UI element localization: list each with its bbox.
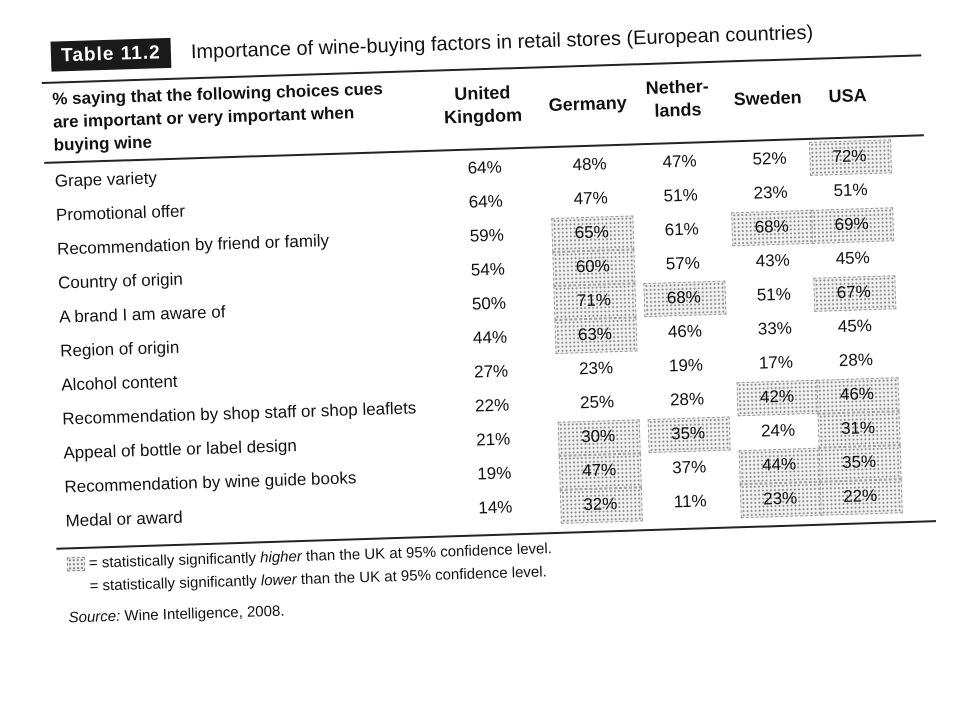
table-cell	[553, 256, 634, 279]
table-cell	[740, 488, 821, 511]
legend-lower-prefix: = statistically significantly	[89, 572, 262, 595]
row-label: Recommendation by friend or family	[56, 231, 330, 259]
legend-lower-word: lower	[260, 571, 297, 590]
cell-value: 44%	[472, 327, 508, 348]
cell-value: 71%	[576, 290, 612, 311]
cell-value: 65%	[574, 222, 610, 243]
cell-value: 28%	[669, 389, 705, 410]
cell-value: 67%	[836, 282, 872, 303]
column-header-line: USA	[828, 85, 867, 107]
table-cell	[732, 250, 813, 273]
cell-value: 32%	[582, 494, 618, 515]
cell-value: 52%	[752, 148, 787, 169]
row-label: Region of origin	[59, 337, 180, 361]
table-cell	[452, 395, 533, 418]
table-cell	[644, 287, 725, 310]
cell-value: 51%	[833, 180, 868, 201]
table-cell	[817, 383, 898, 406]
cell-value: 25%	[579, 392, 615, 413]
column-header-line: Nether-	[645, 76, 710, 98]
cell-value: 45%	[835, 248, 870, 269]
scanned-table-page	[40, 0, 939, 646]
table-cell	[550, 188, 631, 211]
table-cell	[731, 216, 812, 239]
column-header	[795, 83, 900, 109]
shaded-swatch-icon	[67, 557, 85, 572]
table-cell	[816, 349, 897, 372]
table-cell	[737, 386, 818, 409]
table-cell	[455, 497, 536, 520]
cell-value: 19%	[476, 463, 512, 484]
cell-value: 54%	[470, 259, 506, 280]
table-cell	[818, 417, 899, 440]
cell-value: 17%	[758, 352, 794, 373]
table-cell	[444, 157, 525, 180]
column-header-line: Kingdom	[443, 104, 523, 128]
column-header-line: lands	[654, 99, 702, 121]
cell-value: 68%	[666, 287, 702, 308]
row-header-line: buying wine	[53, 132, 153, 155]
table-cell	[641, 219, 722, 242]
column-header	[535, 91, 640, 117]
cell-value: 42%	[759, 386, 795, 407]
source-label: Source:	[68, 607, 121, 627]
table-cell	[454, 463, 535, 486]
table-cell	[450, 327, 531, 350]
table-cell	[647, 389, 728, 412]
cell-value: 59%	[469, 225, 505, 246]
table-title: Importance of wine-buying factors in retail stores (European countries)	[190, 21, 814, 64]
row-label: Alcohol content	[60, 371, 178, 395]
table-cell	[734, 284, 815, 307]
cell-value: 11%	[673, 491, 707, 512]
cell-value: 33%	[757, 318, 793, 339]
row-label: Medal or award	[65, 507, 183, 531]
cell-value: 30%	[580, 426, 616, 447]
table-cell	[549, 154, 630, 177]
table-cell	[554, 289, 635, 312]
cell-value: 27%	[473, 361, 509, 382]
top-rule	[42, 54, 922, 84]
cell-value: 22%	[842, 485, 878, 506]
cell-value: 46%	[667, 321, 703, 342]
cell-value: 19%	[668, 355, 704, 376]
row-label: Recommendation by wine guide books	[64, 468, 357, 497]
row-label: Promotional offer	[55, 201, 186, 225]
cell-value: 45%	[837, 316, 873, 337]
cell-value: 50%	[471, 293, 507, 314]
table-cell	[560, 493, 641, 516]
row-label: Recommendation by shop staff or shop leaflets	[62, 398, 417, 429]
table-cell	[447, 225, 528, 248]
cell-value: 47%	[573, 188, 608, 209]
table-cell	[448, 259, 529, 282]
table-cell	[736, 352, 817, 375]
table-cell	[556, 357, 637, 380]
table-cell	[639, 151, 720, 174]
table-cell	[559, 459, 640, 482]
row-label: Country of origin	[57, 269, 184, 293]
column-header-line: United	[454, 82, 511, 105]
cell-value: 51%	[663, 185, 698, 206]
legend-higher-suffix: than the UK at 95% confidence level.	[301, 540, 553, 566]
table-cell	[451, 361, 532, 384]
cell-value: 23%	[762, 488, 798, 509]
cell-value: 23%	[753, 182, 788, 203]
table-cell	[551, 222, 632, 245]
cell-value: 48%	[572, 154, 607, 175]
column-header	[430, 81, 535, 130]
table-cell	[738, 420, 819, 443]
cell-value: 37%	[671, 457, 707, 478]
table-cell	[648, 423, 729, 446]
cell-value: 46%	[839, 383, 875, 405]
table-cell	[557, 391, 638, 414]
cell-value: 22%	[474, 395, 510, 416]
table-cell	[811, 213, 892, 236]
source-note	[68, 603, 284, 627]
cell-value: 35%	[670, 423, 706, 444]
table-cell	[810, 179, 891, 202]
table-cell	[555, 323, 636, 346]
row-header-line: % saying that the following choices cues	[52, 79, 384, 109]
table-cell	[649, 457, 730, 480]
row-label: A brand I am aware of	[58, 302, 226, 327]
row-header-line: are important or very important when	[52, 103, 355, 132]
legend-higher-prefix: = statistically significantly	[88, 549, 261, 572]
cell-value: 28%	[838, 350, 874, 371]
cell-value: 43%	[755, 250, 791, 271]
cell-value: 57%	[665, 253, 701, 274]
table-cell	[812, 247, 893, 270]
table-cell	[815, 315, 896, 338]
table-cell	[640, 185, 721, 208]
table-cell	[809, 145, 890, 168]
cell-value: 35%	[841, 451, 877, 473]
legend-lower-suffix: than the UK at 95% confidence level.	[296, 563, 548, 589]
table-cell	[650, 491, 731, 514]
cell-value: 47%	[662, 151, 697, 172]
legend-higher-word: higher	[259, 548, 303, 567]
table-cell	[645, 321, 726, 344]
cell-value: 44%	[761, 454, 797, 475]
table-cell	[646, 355, 727, 378]
table-cell	[642, 253, 723, 276]
cell-value: 47%	[581, 460, 617, 481]
cell-value: 51%	[756, 284, 792, 305]
table-cell	[739, 454, 820, 477]
column-header-line: Germany	[548, 92, 628, 116]
table-cell	[813, 281, 894, 304]
table-cell	[730, 182, 811, 205]
cell-value: 23%	[578, 358, 614, 379]
cell-value: 61%	[664, 219, 700, 240]
column-header	[625, 74, 730, 123]
table-cell	[819, 451, 900, 474]
row-label: Grape variety	[54, 168, 158, 191]
source-text: Wine Intelligence, 2008.	[120, 602, 285, 625]
table-cell	[453, 429, 534, 452]
table-cell	[558, 425, 639, 448]
cell-value: 21%	[475, 429, 511, 450]
cell-value: 31%	[840, 417, 876, 439]
table-cell	[735, 318, 816, 341]
cell-value: 64%	[467, 157, 502, 178]
table-cell	[449, 293, 530, 316]
cell-value: 72%	[832, 146, 867, 167]
cell-value: 63%	[577, 324, 613, 345]
column-header-line: Sweden	[733, 87, 802, 110]
row-label: Appeal of bottle or label design	[63, 436, 298, 463]
row-header	[52, 74, 474, 156]
cell-value: 14%	[478, 497, 513, 518]
table-number-tag: Table 11.2	[50, 38, 171, 72]
cell-value: 24%	[760, 420, 796, 441]
cell-value: 60%	[575, 256, 611, 277]
table-cell	[729, 148, 810, 171]
cell-value: 64%	[468, 191, 504, 212]
cell-value: 69%	[834, 214, 869, 235]
cell-value: 68%	[754, 216, 789, 237]
table-cell	[820, 485, 901, 508]
table-cell	[445, 191, 526, 214]
